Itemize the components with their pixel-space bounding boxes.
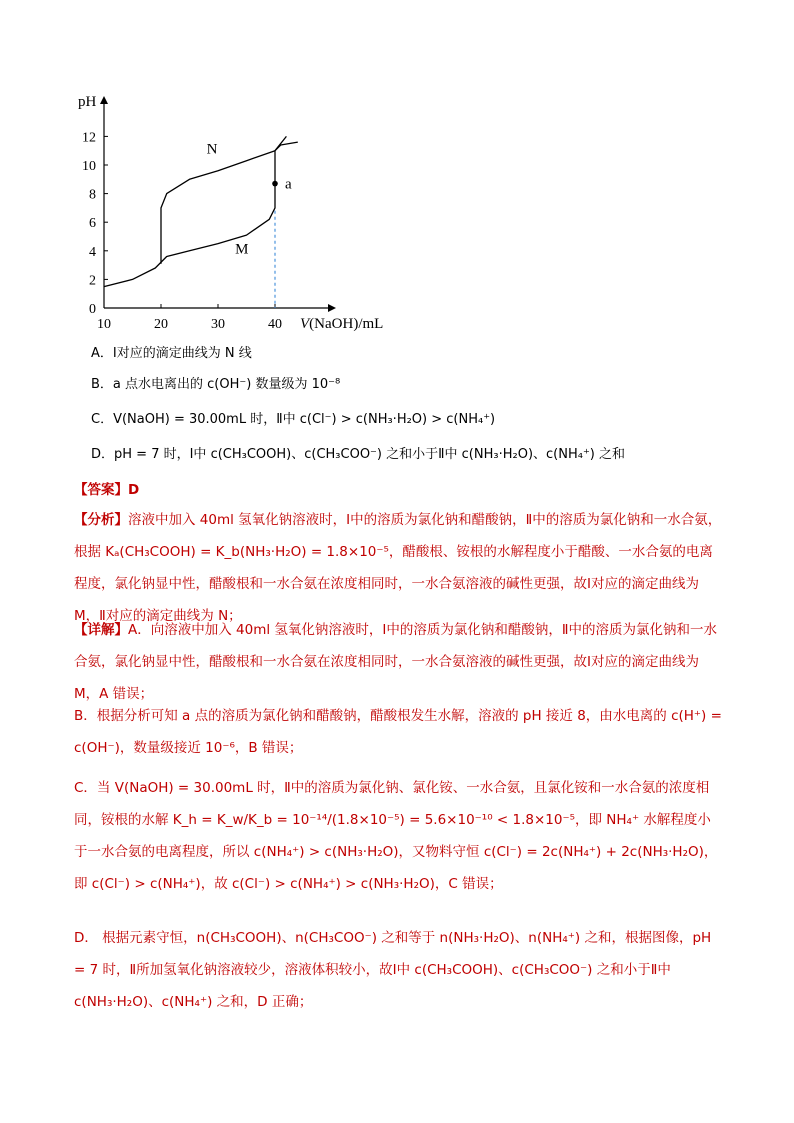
chart-curves [104, 136, 298, 308]
x-axis-arrow [328, 304, 336, 312]
label-M: M [235, 241, 249, 258]
detail-a: 【详解】A．向溶液中加入 40ml 氢氧化钠溶液时，Ⅰ中的溶质为氯化钠和醋酸钠，Ⅱ中的溶质为氯化钠和一水合氨，氯化钠显中性，醋酸根和一水合氨在浓度相同时，一水合氨溶液的碱性更强，故Ⅰ对应的滴定曲线为 M，A 错误； [74, 622, 718, 702]
detail-c: C．当 V(NaOH) = 30.00mL 时，Ⅱ中的溶质为氯化钠、氯化铵、一水合氨，且氯化铵和一水合氨的浓度相同，铵根的水解 K_h = K_w/K_b = 10⁻¹⁴/(1.8×10⁻⁵) = 5.6×10⁻¹⁰ < 1.8×10⁻⁵，即 NH₄⁺ 水解程度小于一水合氨的电离程度，所以 c(NH₄⁺) > c(NH₃·H₂O)，又物料守恒 c(Cl⁻) = 2c(NH₄⁺) + 2c(NH₃·H₂O)，即 c(Cl⁻) > c(NH₄⁺)，故 c(Cl⁻) > c(NH₄⁺) > c(NH₃·H₂O)，C 错误； [74, 780, 718, 892]
x-axis-label: V(NaOH)/mL [300, 316, 384, 332]
x-tick-label: 30 [211, 317, 225, 332]
y-tick-label: 2 [89, 273, 96, 289]
y-tick-label: 4 [89, 244, 96, 260]
titration-chart [70, 92, 400, 342]
option-d: D．pH = 7 时，Ⅰ中 c(CH₃COOH)、c(CH₃COO⁻) 之和小于Ⅱ中 c(NH₃·H₂O)、c(NH₄⁺) 之和 [91, 447, 626, 462]
detail-d: D． 根据元素守恒，n(CH₃COOH)、n(CH₃COO⁻) 之和等于 n(NH₃·H₂O)、n(NH₄⁺) 之和，根据图像，pH = 7 时，Ⅱ所加氢氧化钠溶液较少，溶液体积较小，故Ⅰ中 c(CH₃COOH)、c(CH₃COO⁻) 之和小于Ⅱ中 c(NH₃·H₂O)、c(NH₄⁺) 之和，D 正确； [74, 930, 712, 1010]
chart-axes [100, 96, 336, 312]
option-c: C．V(NaOH) = 30.00mL 时，Ⅱ中 c(Cl⁻) > c(NH₃·H₂O) > c(NH₄⁺) [91, 412, 496, 427]
point-a [272, 181, 278, 187]
curve-M [104, 142, 298, 287]
x-tick-label: 10 [97, 317, 111, 332]
y-tick-label: 6 [89, 216, 96, 232]
option-a: A．Ⅰ对应的滴定曲线为 N 线 [91, 346, 252, 361]
y-tick-label: 10 [82, 159, 96, 174]
y-tick-label: 0 [89, 302, 96, 317]
option-b: B．a 点水电离出的 c(OH⁻) 数量级为 10⁻⁸ [91, 377, 341, 392]
detail-b: B．根据分析可知 a 点的溶质为氯化钠和醋酸钠，醋酸根发生水解，溶液的 pH 接近 8，由水电离的 c(H⁺) = c(OH⁻)，数量级接近 10⁻⁶，B 错误； [74, 708, 722, 756]
analysis: 【分析】溶液中加入 40ml 氢氧化钠溶液时，Ⅰ中的溶质为氯化钠和醋酸钠，Ⅱ中的溶质为氯化钠和一水合氨，根据 Kₐ(CH₃COOH) = K_b(NH₃·H₂O) = 1.8×10⁻⁵，醋酸根、铵根的水解程度小于醋酸、一水合氨的电离程度，氯化钠显中性，醋酸根和一水合氨在浓度相同时，一水合氨溶液的碱性更强，故Ⅰ对应的滴定曲线为 M，Ⅱ对应的滴定曲线为 N； [74, 512, 722, 624]
curve-N [161, 136, 286, 263]
label-a: a [285, 176, 292, 193]
y-axis-label: pH [78, 94, 97, 110]
label-N: N [206, 141, 218, 158]
answer: 【答案】D [74, 482, 140, 498]
y-tick-label: 12 [82, 130, 96, 146]
x-tick-label: 40 [268, 317, 282, 332]
x-tick-label: 20 [154, 317, 168, 332]
y-tick-label: 8 [89, 187, 96, 203]
y-axis-arrow [100, 96, 108, 104]
